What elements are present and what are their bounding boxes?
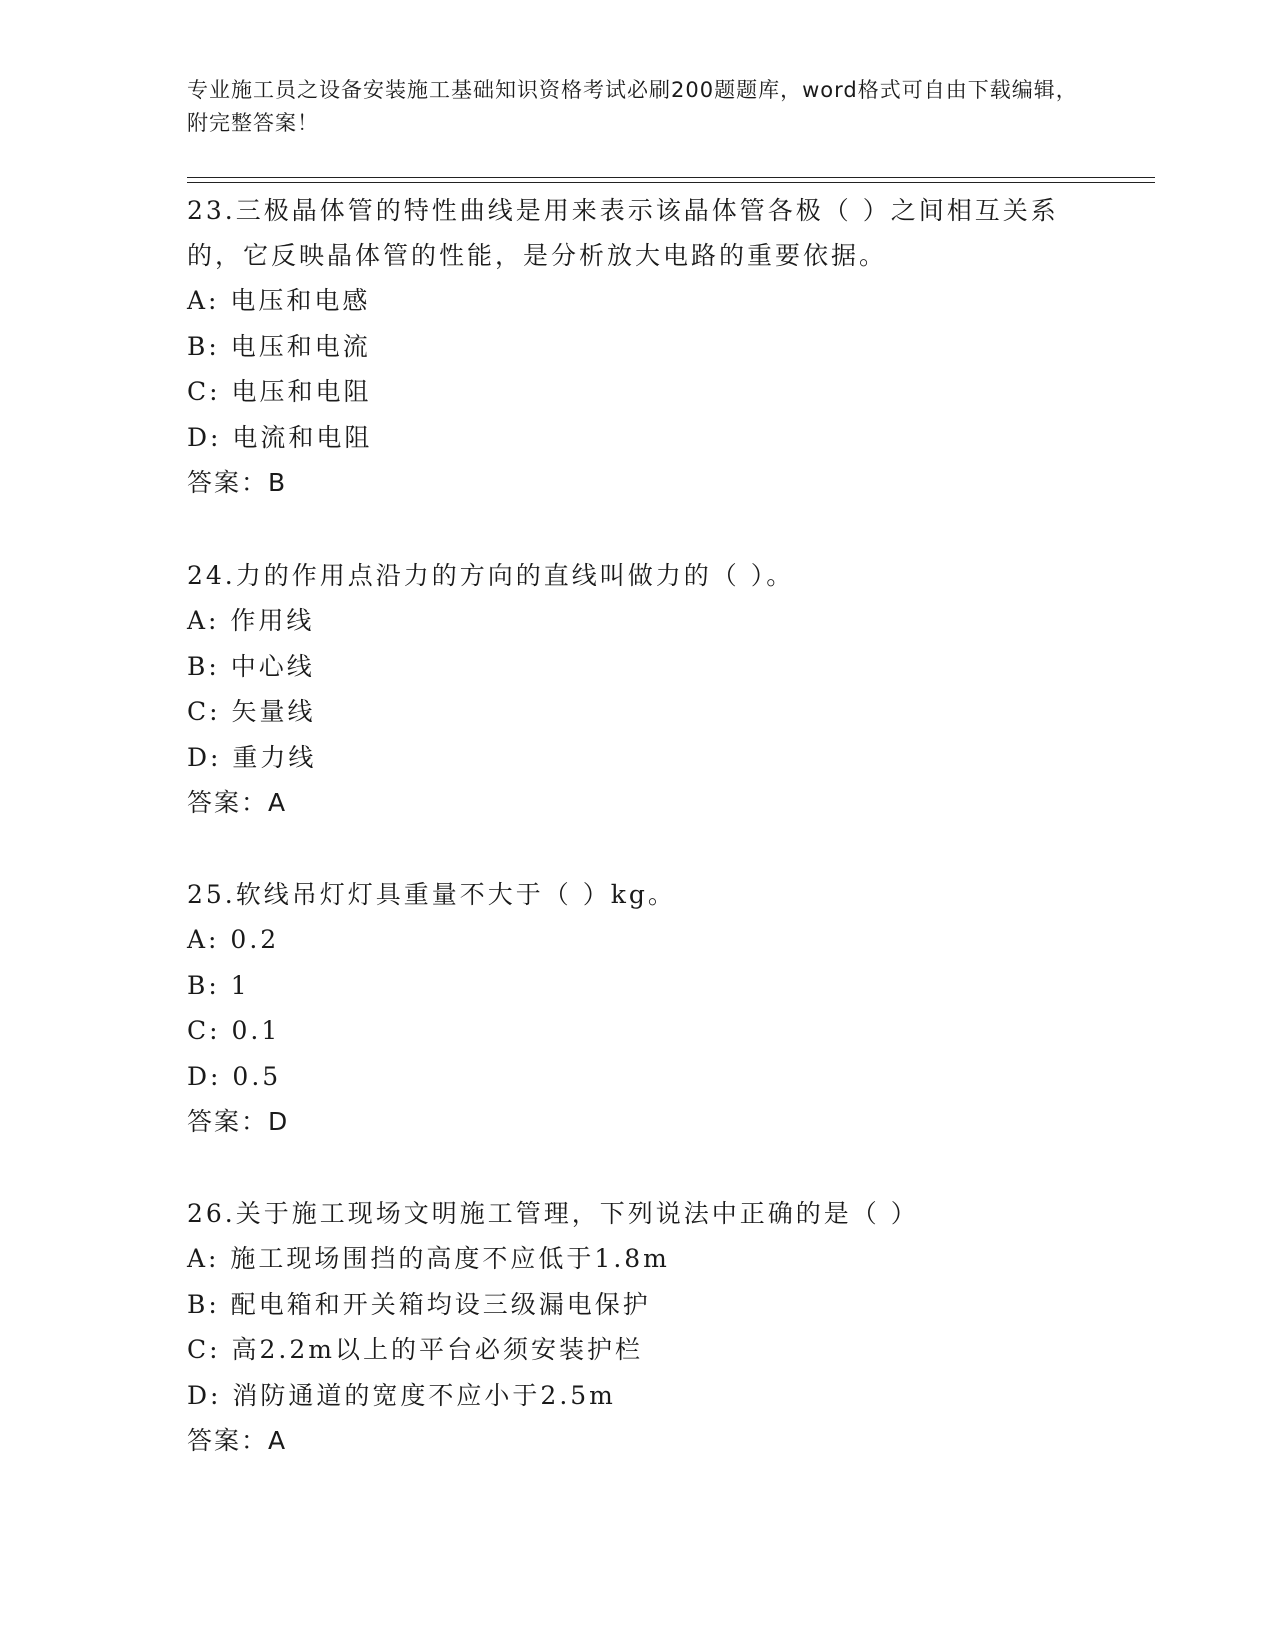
header-divider-bottom bbox=[187, 182, 1155, 183]
answer: 答案：D bbox=[187, 1107, 290, 1136]
question-stem: 24.力的作用点沿力的方向的直线叫做力的（ ）。 bbox=[187, 561, 795, 590]
option-c: C: 矢量线 bbox=[187, 697, 316, 726]
option-a: A: 电压和电感 bbox=[187, 286, 371, 315]
question-25 bbox=[187, 872, 1087, 1144]
option-d: D: 消防通道的宽度不应小于2.5m bbox=[187, 1380, 616, 1410]
question-26 bbox=[187, 1191, 1087, 1463]
question-stem: 23.三极晶体管的特性曲线是用来表示该晶体管各极（ ）之间相互关系的，它反映晶体管的性能，是分析放大电路的重要依据。 bbox=[187, 196, 1059, 270]
option-b: B: 中心线 bbox=[187, 651, 315, 681]
header-divider-top bbox=[187, 177, 1155, 178]
option-a: A: 作用线 bbox=[187, 606, 315, 635]
option-b: B: 配电箱和开关箱均设三级漏电保护 bbox=[187, 1289, 651, 1319]
option-b: B: 电压和电流 bbox=[187, 331, 371, 361]
question-23 bbox=[187, 188, 1087, 505]
question-stem: 26.关于施工现场文明施工管理，下列说法中正确的是（ ） bbox=[187, 1199, 919, 1228]
question-24 bbox=[187, 553, 1087, 825]
option-d: D: 0.5 bbox=[187, 1061, 282, 1091]
answer: 答案：B bbox=[187, 468, 288, 497]
option-c: C: 0.1 bbox=[187, 1016, 281, 1045]
answer: 答案：A bbox=[187, 788, 288, 817]
answer: 答案：A bbox=[187, 1426, 288, 1455]
option-d: D: 重力线 bbox=[187, 742, 317, 772]
option-c: C: 电压和电阻 bbox=[187, 377, 372, 406]
option-d: D: 电流和电阻 bbox=[187, 422, 373, 452]
question-stem: 25.软线吊灯灯具重量不大于（ ）kg。 bbox=[187, 880, 676, 909]
document-header: 专业施工员之设备安装施工基础知识资格考试必刷200题题库，word格式可自由下载编辑，附完整答案！ bbox=[187, 78, 1078, 135]
option-a: A: 施工现场围挡的高度不应低于1.8m bbox=[187, 1244, 670, 1273]
option-a: A: 0.2 bbox=[187, 925, 280, 954]
option-c: C: 高2.2m以上的平台必须安装护栏 bbox=[187, 1335, 643, 1364]
option-b: B: 1 bbox=[187, 970, 250, 1000]
